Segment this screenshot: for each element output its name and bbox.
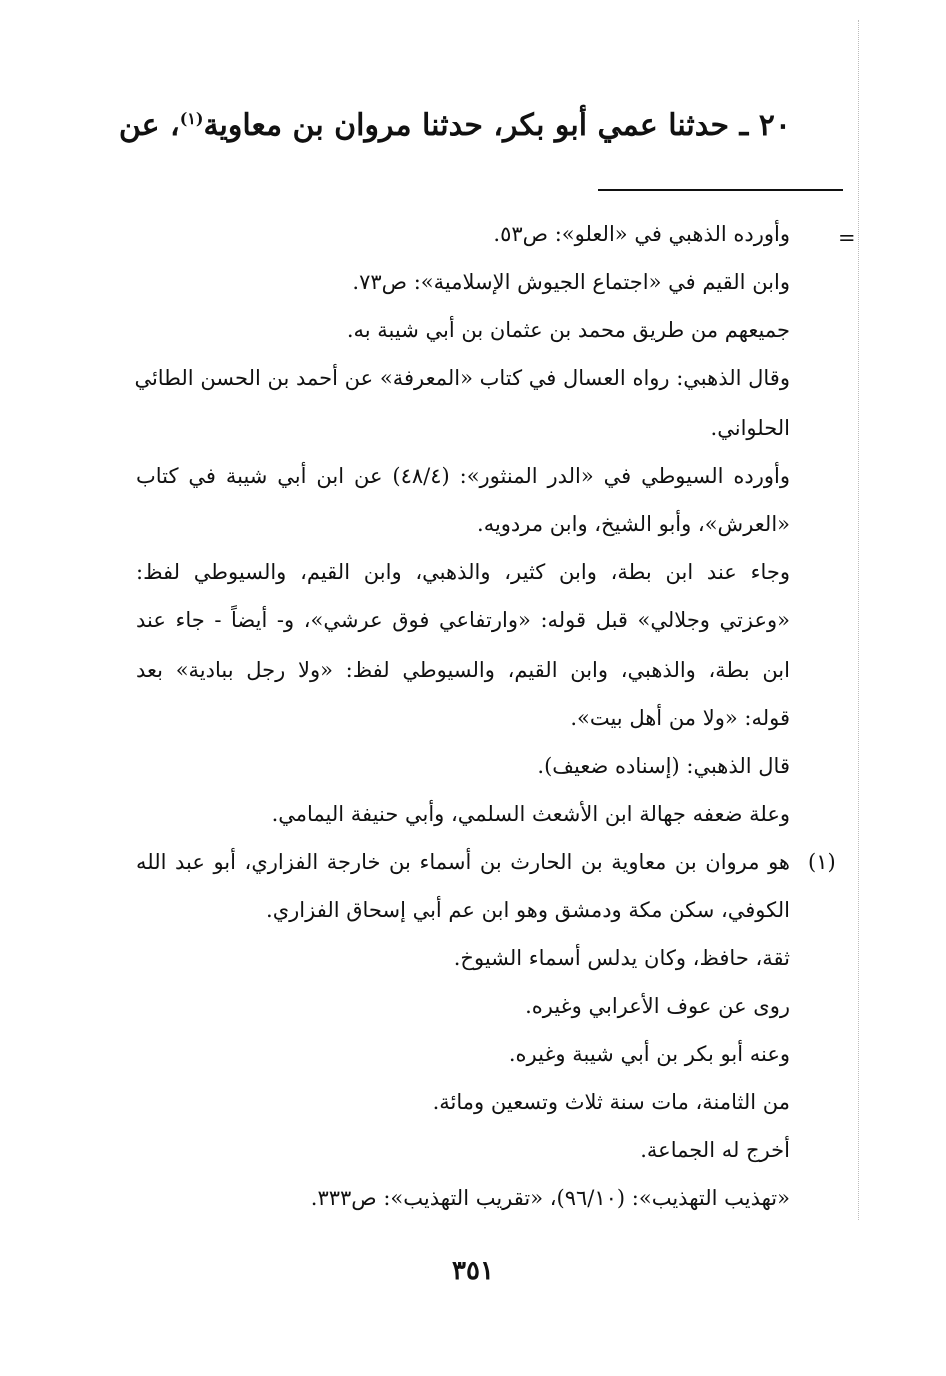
footnote-line: قال الذهبي: (إسناده ضعيف).: [537, 754, 790, 778]
page-number: ٣٥١: [452, 1256, 494, 1286]
continuation-mark: =: [838, 226, 856, 250]
footnote-line: قوله: «ولا من أهل بيت».: [570, 706, 790, 730]
right-margin-dots: [858, 20, 860, 1220]
footnote-ref: (١): [179, 109, 204, 128]
footnote-line: ابن بطة، والذهبي، وابن القيم، والسيوطي لفظ: «ولا رجل ببادية» بعد: [136, 658, 790, 682]
footnote-marker: (١): [808, 850, 836, 874]
footnote-line: وأورده الذهبي في «العلو»: ص٥٣.: [493, 222, 790, 246]
footnote-line: ثقة، حافظ، وكان يدلس أسماء الشيوخ.: [453, 946, 790, 970]
hadith-line: [118, 108, 791, 143]
hadith-text: حدثنا عمي أبو بكر، حدثنا مروان بن معاوية: [203, 108, 730, 143]
footnote-line: «العرش»، وأبو الشيخ، وابن مردويه.: [477, 512, 790, 536]
hadith-text-end: ، عن: [118, 108, 180, 143]
footnote-line: وعنه أبو بكر بن أبي شيبة وغيره.: [508, 1042, 790, 1066]
footnote-line: وعلة ضعفه جهالة ابن الأشعث السلمي، وأبي حنيفة اليمامي.: [271, 802, 790, 826]
footnote-line: الكوفي، سكن مكة ودمشق وهو ابن عم أبي إسحاق الفزاري.: [266, 898, 790, 922]
footnote-line: جميعهم من طريق محمد بن عثمان بن أبي شيبة به.: [346, 318, 790, 342]
footnote-line: «وعزتي وجلالي» قبل قوله: «وارتفاعي فوق عرشي»، و- أيضاً - جاء عند: [136, 608, 790, 632]
footnote-line: الحلواني.: [710, 416, 790, 440]
footnote-line: أخرج له الجماعة.: [640, 1138, 790, 1162]
footnote-separator: [598, 189, 843, 191]
footnote-line: من الثامنة، مات سنة ثلاث وتسعين ومائة.: [432, 1090, 790, 1114]
footnote-line: «تهذيب التهذيب»: (٩٦/١٠)، «تقريب التهذيب»: ص٣٣٣.: [310, 1186, 790, 1210]
footnote-line: وأورده السيوطي في «الدر المنثور»: (٤٨/٤) عن ابن أبي شيبة في كتاب: [136, 464, 790, 488]
footnote-line: روى عن عوف الأعرابي وغيره.: [525, 994, 790, 1018]
footnote-line: وابن القيم في «اجتماع الجيوش الإسلامية»: ص٧٣.: [352, 270, 790, 294]
hadith-number: ٢٠ ـ: [729, 108, 791, 143]
footnote-line: هو مروان بن معاوية بن الحارث بن أسماء بن خارجة الفزاري، أبو عبد الله: [136, 850, 790, 874]
footnote-line: وقال الذهبي: رواه العسال في كتاب «المعرفة» عن أحمد بن الحسن الطائي: [134, 366, 790, 390]
footnote-line: وجاء عند ابن بطة، وابن كثير، والذهبي، وابن القيم، والسيوطي لفظ:: [136, 560, 790, 584]
